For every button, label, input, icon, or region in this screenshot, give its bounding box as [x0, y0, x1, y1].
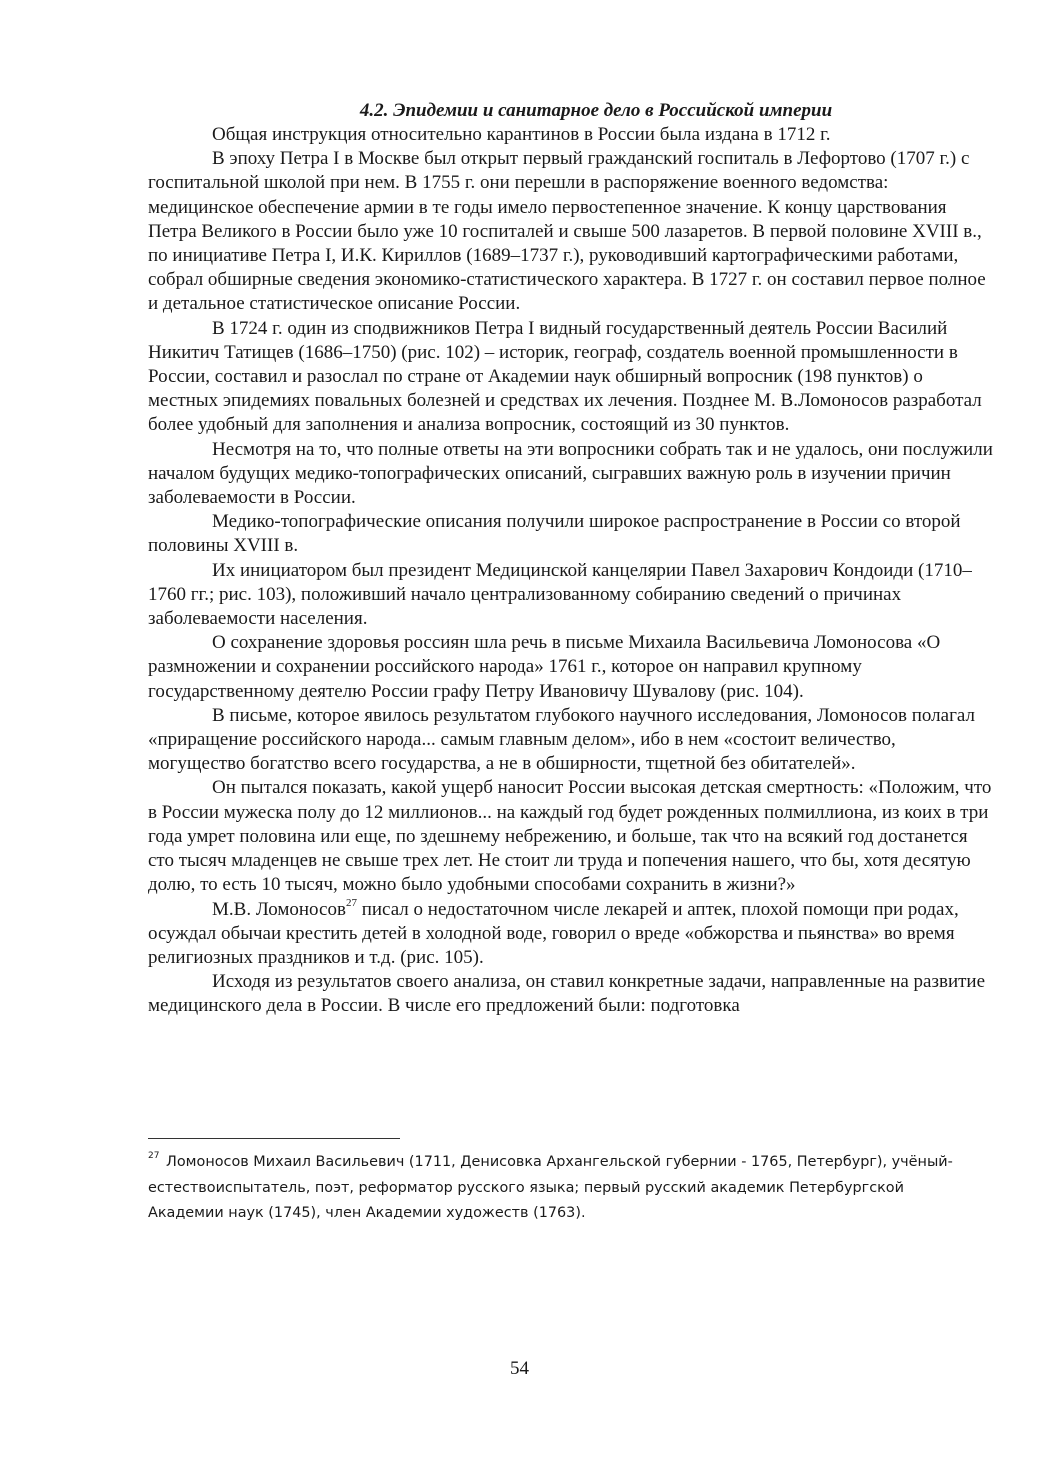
paragraph-child-mortality: Он пытался показать, какой ущерб наносит России высокая детская смертность: «Положим, что в России мужеска полу до 12 миллионов... на каждый год будет рожденных полмиллиона, из коих в три года умрет половина или еще, по здешнему небрежению, и больше, так что на всякий год достанется сто тысяч младенцев не свыше трех лет. Не стоит ли труда и попечения нашего, что бы, хотя десятую долю, то есть 10 тысяч, можно было удобными способами сохранить в жизни?»: [148, 777, 992, 896]
paragraph-lomonosov-letter: О сохранение здоровья россиян шла речь в письме Михаила Васильевича Ломоносова «О размножении и сохранении российского народа» 1761 г., которое он направил крупному государственному деятелю России графу Петру Ивановичу Шувалову (рис. 104).: [148, 632, 941, 702]
page-body: [148, 99, 994, 1019]
lomonosov-name: М.В. Ломоносов: [212, 898, 346, 920]
footnote: [148, 1150, 978, 1227]
paragraph-questionnaires: Несмотря на то, что полные ответы на эти вопросники собрать так и не удалось, они послужили началом будущих медико-топографических описаний, сыгравших важную роль в изучении причин заболеваемости в России.: [148, 438, 993, 509]
paragraph-quarantine: Общая инструкция относительно карантинов в России была издана в 1712 г.: [212, 124, 831, 145]
paragraph-kondoidi: Их инициатором был президент Медицинской канцелярии Павел Захарович Кондоиди (1710–1760 гг.; рис. 103), положивший начало централизованному собиранию сведений о причинах заболеваемости населения.: [148, 559, 972, 630]
page-number: 54: [510, 1358, 529, 1379]
paragraph-tatishchev: В 1724 г. один из сподвижников Петра I видный государственный деятель России Василий Никитич Татищев (1686–1750) (рис. 102) – историк, географ, создатель военной промышленности в России, составил и разослал по стране от Академии наук обширный вопросник (198 пунктов) о местных эпидемиях повальных болезней и средствах их лечения. Позднее М. В.Ломоносов разработал более удобный для заполнения и анализа вопросник, состоящий из 30 пунктов.: [148, 317, 982, 436]
footnote-separator: [148, 1138, 400, 1139]
paragraph-medico-topographic: Медико-топографические описания получили широкое распространение в России со второй половины XVIII в.: [148, 511, 961, 557]
paragraph-lefortovo-hospital: В эпоху Петра I в Москве был открыт первый гражданский госпиталь в Лефортово (1707 г.) с госпитальной школой при нем. В 1755 г. они перешли в распоряжение военного ведомства: медицинское обеспечение армии в те годы имело первостепенное значение. К концу царствования Петра Великого в России было уже 10 госпиталей и свыше 500 лазаретов. В первой половине XVIII в., по инициативе Петра I, И.К. Кириллов (1689–1737 г.), руководивший картографическими работами, собрал обширные сведения экономико-статистического характера. В 1727 г. он составил первое полное и детальное статистическое описание России.: [148, 148, 986, 315]
footnote-reference[interactable]: 27: [345, 896, 357, 909]
section-title: 4.2. Эпидемии и санитарное дело в Российской империи: [359, 100, 833, 121]
paragraph-analysis-tasks: Исходя из результатов своего анализа, он ставил конкретные задачи, направленные на развитие медицинского дела в России. В числе его предложений были: подготовка: [148, 971, 986, 1017]
lomonosov-text: писал о недостаточном числе лекарей и аптек, плохой помощи при родах, осуждал обычаи крестить детей в холодной воде, говорил о вреде «обжорства и пьянства» во время религиозных праздников и т.д. (рис. 105).: [148, 898, 959, 968]
footnote-text: Ломоносов Михаил Васильевич (1711, Денисовка Архангельской губернии - 1765, Петербург), учёный-естествоиспытатель, поэт, реформатор русского языка; первый русский академик Петербургской Академии наук (1745), член Академии художеств (1763).: [148, 1154, 953, 1221]
paragraph-lomonosov-proposals: [148, 898, 994, 971]
paragraph-letter-result: В письме, которое явилось результатом глубокого научного исследования, Ломоносов полагал «приращение российского народа... самым главным делом», ибо в нем «состоит величество, могущество богатство всего государства, а не в обширности, тщетной без обитателей».: [148, 704, 975, 775]
footnote-number: 27: [148, 1151, 160, 1161]
